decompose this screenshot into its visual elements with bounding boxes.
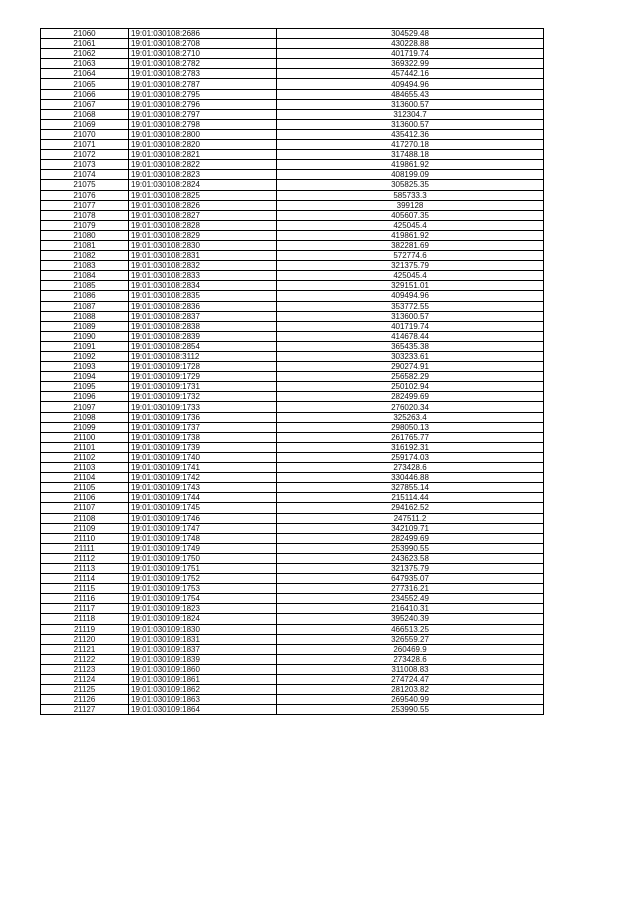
data-table xyxy=(40,28,544,715)
row-number-cell: 21090 xyxy=(41,331,129,341)
table-body xyxy=(41,29,544,715)
row-number-cell: 21064 xyxy=(41,69,129,79)
cadastral-number-cell: 19:01:030108:2835 xyxy=(129,291,277,301)
row-number-cell: 21110 xyxy=(41,533,129,543)
table-row xyxy=(41,170,544,180)
row-number-cell: 21080 xyxy=(41,230,129,240)
cadastral-number-cell: 19:01:030109:1861 xyxy=(129,675,277,685)
cadastral-number-cell: 19:01:030108:2834 xyxy=(129,281,277,291)
cadastral-number-cell: 19:01:030109:1741 xyxy=(129,463,277,473)
cadastral-number-cell: 19:01:030109:1742 xyxy=(129,473,277,483)
cadastral-number-cell: 19:01:030109:1739 xyxy=(129,442,277,452)
table-row xyxy=(41,523,544,533)
value-cell: 243623.58 xyxy=(277,553,544,563)
table-row xyxy=(41,695,544,705)
table-row xyxy=(41,341,544,351)
value-cell: 321375.79 xyxy=(277,563,544,573)
row-number-cell: 21116 xyxy=(41,594,129,604)
cadastral-number-cell: 19:01:030108:2800 xyxy=(129,129,277,139)
value-cell: 457442.16 xyxy=(277,69,544,79)
table-row xyxy=(41,664,544,674)
table-row xyxy=(41,180,544,190)
value-cell: 409494.96 xyxy=(277,291,544,301)
table-row xyxy=(41,594,544,604)
table-row xyxy=(41,271,544,281)
value-cell: 399128 xyxy=(277,200,544,210)
cadastral-number-cell: 19:01:030108:2831 xyxy=(129,251,277,261)
row-number-cell: 21077 xyxy=(41,200,129,210)
cadastral-number-cell: 19:01:030109:1738 xyxy=(129,432,277,442)
row-number-cell: 21122 xyxy=(41,654,129,664)
value-cell: 282499.69 xyxy=(277,533,544,543)
value-cell: 408199.09 xyxy=(277,170,544,180)
row-number-cell: 21088 xyxy=(41,311,129,321)
value-cell: 585733.3 xyxy=(277,190,544,200)
table-row xyxy=(41,160,544,170)
table-row xyxy=(41,69,544,79)
cadastral-number-cell: 19:01:030109:1837 xyxy=(129,644,277,654)
row-number-cell: 21115 xyxy=(41,584,129,594)
row-number-cell: 21097 xyxy=(41,402,129,412)
cadastral-number-cell: 19:01:030108:2836 xyxy=(129,301,277,311)
table-row xyxy=(41,59,544,69)
value-cell: 353772.55 xyxy=(277,301,544,311)
table-row xyxy=(41,574,544,584)
cadastral-number-cell: 19:01:030109:1743 xyxy=(129,483,277,493)
row-number-cell: 21069 xyxy=(41,119,129,129)
table-row xyxy=(41,382,544,392)
table-row xyxy=(41,483,544,493)
row-number-cell: 21125 xyxy=(41,685,129,695)
row-number-cell: 21089 xyxy=(41,321,129,331)
value-cell: 313600.57 xyxy=(277,119,544,129)
cadastral-number-cell: 19:01:030108:2838 xyxy=(129,321,277,331)
value-cell: 430228.88 xyxy=(277,39,544,49)
row-number-cell: 21092 xyxy=(41,352,129,362)
row-number-cell: 21113 xyxy=(41,563,129,573)
row-number-cell: 21062 xyxy=(41,49,129,59)
cadastral-number-cell: 19:01:030109:1864 xyxy=(129,705,277,715)
table-row xyxy=(41,301,544,311)
table-row xyxy=(41,29,544,39)
row-number-cell: 21070 xyxy=(41,129,129,139)
cadastral-number-cell: 19:01:030108:2782 xyxy=(129,59,277,69)
value-cell: 276020.34 xyxy=(277,402,544,412)
cadastral-number-cell: 19:01:030109:1747 xyxy=(129,523,277,533)
cadastral-number-cell: 19:01:030109:1754 xyxy=(129,594,277,604)
table-row xyxy=(41,140,544,150)
row-number-cell: 21102 xyxy=(41,452,129,462)
value-cell: 317488.18 xyxy=(277,150,544,160)
cadastral-number-cell: 19:01:030108:2798 xyxy=(129,119,277,129)
table-row xyxy=(41,190,544,200)
table-row xyxy=(41,39,544,49)
row-number-cell: 21106 xyxy=(41,493,129,503)
table-row xyxy=(41,675,544,685)
table-row xyxy=(41,311,544,321)
row-number-cell: 21114 xyxy=(41,574,129,584)
row-number-cell: 21117 xyxy=(41,604,129,614)
cadastral-number-cell: 19:01:030109:1749 xyxy=(129,543,277,553)
table-row xyxy=(41,331,544,341)
value-cell: 342109.71 xyxy=(277,523,544,533)
value-cell: 256582.29 xyxy=(277,372,544,382)
value-cell: 303233.61 xyxy=(277,352,544,362)
table-row xyxy=(41,604,544,614)
table-row xyxy=(41,614,544,624)
cadastral-number-cell: 19:01:030108:2783 xyxy=(129,69,277,79)
row-number-cell: 21109 xyxy=(41,523,129,533)
table-row xyxy=(41,261,544,271)
value-cell: 327855.14 xyxy=(277,483,544,493)
cadastral-number-cell: 19:01:030109:1860 xyxy=(129,664,277,674)
value-cell: 253990.55 xyxy=(277,705,544,715)
cadastral-number-cell: 19:01:030108:2827 xyxy=(129,210,277,220)
cadastral-number-cell: 19:01:030109:1830 xyxy=(129,624,277,634)
value-cell: 330446.88 xyxy=(277,473,544,483)
value-cell: 414678.44 xyxy=(277,331,544,341)
value-cell: 304529.48 xyxy=(277,29,544,39)
table-row xyxy=(41,503,544,513)
table-row xyxy=(41,473,544,483)
table-row xyxy=(41,402,544,412)
value-cell: 425045.4 xyxy=(277,220,544,230)
cadastral-number-cell: 19:01:030108:3112 xyxy=(129,352,277,362)
value-cell: 329151.01 xyxy=(277,281,544,291)
row-number-cell: 21094 xyxy=(41,372,129,382)
value-cell: 269540.99 xyxy=(277,695,544,705)
row-number-cell: 21103 xyxy=(41,463,129,473)
row-number-cell: 21120 xyxy=(41,634,129,644)
cadastral-number-cell: 19:01:030108:2832 xyxy=(129,261,277,271)
row-number-cell: 21119 xyxy=(41,624,129,634)
row-number-cell: 21101 xyxy=(41,442,129,452)
cadastral-number-cell: 19:01:030108:2837 xyxy=(129,311,277,321)
value-cell: 313600.57 xyxy=(277,99,544,109)
cadastral-number-cell: 19:01:030109:1737 xyxy=(129,422,277,432)
table-row xyxy=(41,372,544,382)
cadastral-number-cell: 19:01:030108:2825 xyxy=(129,190,277,200)
row-number-cell: 21071 xyxy=(41,140,129,150)
cadastral-number-cell: 19:01:030108:2708 xyxy=(129,39,277,49)
cadastral-number-cell: 19:01:030108:2823 xyxy=(129,170,277,180)
value-cell: 405607.35 xyxy=(277,210,544,220)
table-row xyxy=(41,210,544,220)
cadastral-number-cell: 19:01:030108:2796 xyxy=(129,99,277,109)
row-number-cell: 21096 xyxy=(41,392,129,402)
table-row xyxy=(41,543,544,553)
cadastral-number-cell: 19:01:030109:1732 xyxy=(129,392,277,402)
cadastral-number-cell: 19:01:030109:1731 xyxy=(129,382,277,392)
table-row xyxy=(41,79,544,89)
row-number-cell: 21086 xyxy=(41,291,129,301)
table-row xyxy=(41,129,544,139)
cadastral-number-cell: 19:01:030108:2828 xyxy=(129,220,277,230)
table-row xyxy=(41,412,544,422)
value-cell: 247511.2 xyxy=(277,513,544,523)
table-row xyxy=(41,49,544,59)
value-cell: 369322.99 xyxy=(277,59,544,69)
table-row xyxy=(41,352,544,362)
cadastral-number-cell: 19:01:030108:2829 xyxy=(129,230,277,240)
table-row xyxy=(41,99,544,109)
row-number-cell: 21098 xyxy=(41,412,129,422)
value-cell: 419861.92 xyxy=(277,230,544,240)
value-cell: 273428.6 xyxy=(277,654,544,664)
cadastral-number-cell: 19:01:030109:1862 xyxy=(129,685,277,695)
value-cell: 572774.6 xyxy=(277,251,544,261)
value-cell: 409494.96 xyxy=(277,79,544,89)
table-row xyxy=(41,533,544,543)
value-cell: 259174.03 xyxy=(277,452,544,462)
row-number-cell: 21065 xyxy=(41,79,129,89)
table-row xyxy=(41,553,544,563)
row-number-cell: 21066 xyxy=(41,89,129,99)
row-number-cell: 21095 xyxy=(41,382,129,392)
row-number-cell: 21083 xyxy=(41,261,129,271)
cadastral-number-cell: 19:01:030109:1733 xyxy=(129,402,277,412)
table-row xyxy=(41,109,544,119)
cadastral-number-cell: 19:01:030109:1750 xyxy=(129,553,277,563)
cadastral-number-cell: 19:01:030109:1745 xyxy=(129,503,277,513)
cadastral-number-cell: 19:01:030108:2822 xyxy=(129,160,277,170)
table-row xyxy=(41,362,544,372)
cadastral-number-cell: 19:01:030109:1740 xyxy=(129,452,277,462)
row-number-cell: 21123 xyxy=(41,664,129,674)
table-row xyxy=(41,251,544,261)
value-cell: 365435.38 xyxy=(277,341,544,351)
value-cell: 260469.9 xyxy=(277,644,544,654)
value-cell: 395240.39 xyxy=(277,614,544,624)
value-cell: 647935.07 xyxy=(277,574,544,584)
table-row xyxy=(41,392,544,402)
cadastral-number-cell: 19:01:030109:1824 xyxy=(129,614,277,624)
row-number-cell: 21085 xyxy=(41,281,129,291)
value-cell: 316192.31 xyxy=(277,442,544,452)
value-cell: 419861.92 xyxy=(277,160,544,170)
value-cell: 215114.44 xyxy=(277,493,544,503)
row-number-cell: 21121 xyxy=(41,644,129,654)
cadastral-number-cell: 19:01:030108:2686 xyxy=(129,29,277,39)
row-number-cell: 21093 xyxy=(41,362,129,372)
row-number-cell: 21072 xyxy=(41,150,129,160)
value-cell: 234552.49 xyxy=(277,594,544,604)
value-cell: 281203.82 xyxy=(277,685,544,695)
value-cell: 425045.4 xyxy=(277,271,544,281)
row-number-cell: 21100 xyxy=(41,432,129,442)
cadastral-number-cell: 19:01:030109:1752 xyxy=(129,574,277,584)
table-row xyxy=(41,89,544,99)
row-number-cell: 21105 xyxy=(41,483,129,493)
value-cell: 294162.52 xyxy=(277,503,544,513)
row-number-cell: 21068 xyxy=(41,109,129,119)
table-row xyxy=(41,150,544,160)
row-number-cell: 21112 xyxy=(41,553,129,563)
cadastral-number-cell: 19:01:030109:1863 xyxy=(129,695,277,705)
value-cell: 326559.27 xyxy=(277,634,544,644)
value-cell: 274724.47 xyxy=(277,675,544,685)
cadastral-number-cell: 19:01:030109:1831 xyxy=(129,634,277,644)
value-cell: 325263.4 xyxy=(277,412,544,422)
row-number-cell: 21075 xyxy=(41,180,129,190)
row-number-cell: 21074 xyxy=(41,170,129,180)
cadastral-number-cell: 19:01:030108:2710 xyxy=(129,49,277,59)
row-number-cell: 21073 xyxy=(41,160,129,170)
table-row xyxy=(41,442,544,452)
table-row xyxy=(41,493,544,503)
value-cell: 313600.57 xyxy=(277,311,544,321)
row-number-cell: 21111 xyxy=(41,543,129,553)
table-row xyxy=(41,705,544,715)
cadastral-number-cell: 19:01:030109:1753 xyxy=(129,584,277,594)
value-cell: 401719.74 xyxy=(277,321,544,331)
table-row xyxy=(41,644,544,654)
table-row xyxy=(41,230,544,240)
cadastral-number-cell: 19:01:030109:1748 xyxy=(129,533,277,543)
row-number-cell: 21108 xyxy=(41,513,129,523)
cadastral-number-cell: 19:01:030109:1823 xyxy=(129,604,277,614)
row-number-cell: 21081 xyxy=(41,240,129,250)
row-number-cell: 21118 xyxy=(41,614,129,624)
cadastral-number-cell: 19:01:030108:2830 xyxy=(129,240,277,250)
cadastral-number-cell: 19:01:030109:1839 xyxy=(129,654,277,664)
cadastral-number-cell: 19:01:030108:2795 xyxy=(129,89,277,99)
cadastral-number-cell: 19:01:030108:2821 xyxy=(129,150,277,160)
table-row xyxy=(41,452,544,462)
row-number-cell: 21099 xyxy=(41,422,129,432)
row-number-cell: 21082 xyxy=(41,251,129,261)
cadastral-number-cell: 19:01:030108:2824 xyxy=(129,180,277,190)
value-cell: 261765.77 xyxy=(277,432,544,442)
value-cell: 216410.31 xyxy=(277,604,544,614)
value-cell: 484655.43 xyxy=(277,89,544,99)
value-cell: 321375.79 xyxy=(277,261,544,271)
value-cell: 417270.18 xyxy=(277,140,544,150)
table-row xyxy=(41,634,544,644)
table-row xyxy=(41,119,544,129)
row-number-cell: 21060 xyxy=(41,29,129,39)
cadastral-number-cell: 19:01:030108:2826 xyxy=(129,200,277,210)
row-number-cell: 21067 xyxy=(41,99,129,109)
cadastral-number-cell: 19:01:030109:1728 xyxy=(129,362,277,372)
cadastral-number-cell: 19:01:030108:2839 xyxy=(129,331,277,341)
row-number-cell: 21126 xyxy=(41,695,129,705)
table-row xyxy=(41,654,544,664)
table-row xyxy=(41,584,544,594)
table-row xyxy=(41,563,544,573)
value-cell: 435412.36 xyxy=(277,129,544,139)
table-row xyxy=(41,422,544,432)
table-row xyxy=(41,281,544,291)
row-number-cell: 21061 xyxy=(41,39,129,49)
table-row xyxy=(41,463,544,473)
row-number-cell: 21076 xyxy=(41,190,129,200)
row-number-cell: 21124 xyxy=(41,675,129,685)
cadastral-number-cell: 19:01:030108:2820 xyxy=(129,140,277,150)
row-number-cell: 21087 xyxy=(41,301,129,311)
table-row xyxy=(41,321,544,331)
cadastral-number-cell: 19:01:030109:1746 xyxy=(129,513,277,523)
table-row xyxy=(41,240,544,250)
value-cell: 466513.25 xyxy=(277,624,544,634)
value-cell: 305825.35 xyxy=(277,180,544,190)
value-cell: 312304.7 xyxy=(277,109,544,119)
value-cell: 273428.6 xyxy=(277,463,544,473)
value-cell: 298050.13 xyxy=(277,422,544,432)
cadastral-number-cell: 19:01:030109:1729 xyxy=(129,372,277,382)
table-row xyxy=(41,513,544,523)
cadastral-number-cell: 19:01:030108:2787 xyxy=(129,79,277,89)
cadastral-number-cell: 19:01:030108:2854 xyxy=(129,341,277,351)
table-row xyxy=(41,685,544,695)
cadastral-number-cell: 19:01:030108:2833 xyxy=(129,271,277,281)
row-number-cell: 21063 xyxy=(41,59,129,69)
row-number-cell: 21078 xyxy=(41,210,129,220)
row-number-cell: 21107 xyxy=(41,503,129,513)
cadastral-number-cell: 19:01:030109:1751 xyxy=(129,563,277,573)
row-number-cell: 21084 xyxy=(41,271,129,281)
row-number-cell: 21091 xyxy=(41,341,129,351)
table-row xyxy=(41,220,544,230)
value-cell: 290274.91 xyxy=(277,362,544,372)
value-cell: 253990.55 xyxy=(277,543,544,553)
row-number-cell: 21127 xyxy=(41,705,129,715)
value-cell: 382281.69 xyxy=(277,240,544,250)
value-cell: 282499.69 xyxy=(277,392,544,402)
value-cell: 277316.21 xyxy=(277,584,544,594)
value-cell: 311008.83 xyxy=(277,664,544,674)
value-cell: 250102.94 xyxy=(277,382,544,392)
cadastral-number-cell: 19:01:030108:2797 xyxy=(129,109,277,119)
cadastral-number-cell: 19:01:030109:1736 xyxy=(129,412,277,422)
table-row xyxy=(41,291,544,301)
table-row xyxy=(41,624,544,634)
row-number-cell: 21104 xyxy=(41,473,129,483)
row-number-cell: 21079 xyxy=(41,220,129,230)
table-row xyxy=(41,432,544,442)
value-cell: 401719.74 xyxy=(277,49,544,59)
table-row xyxy=(41,200,544,210)
cadastral-number-cell: 19:01:030109:1744 xyxy=(129,493,277,503)
